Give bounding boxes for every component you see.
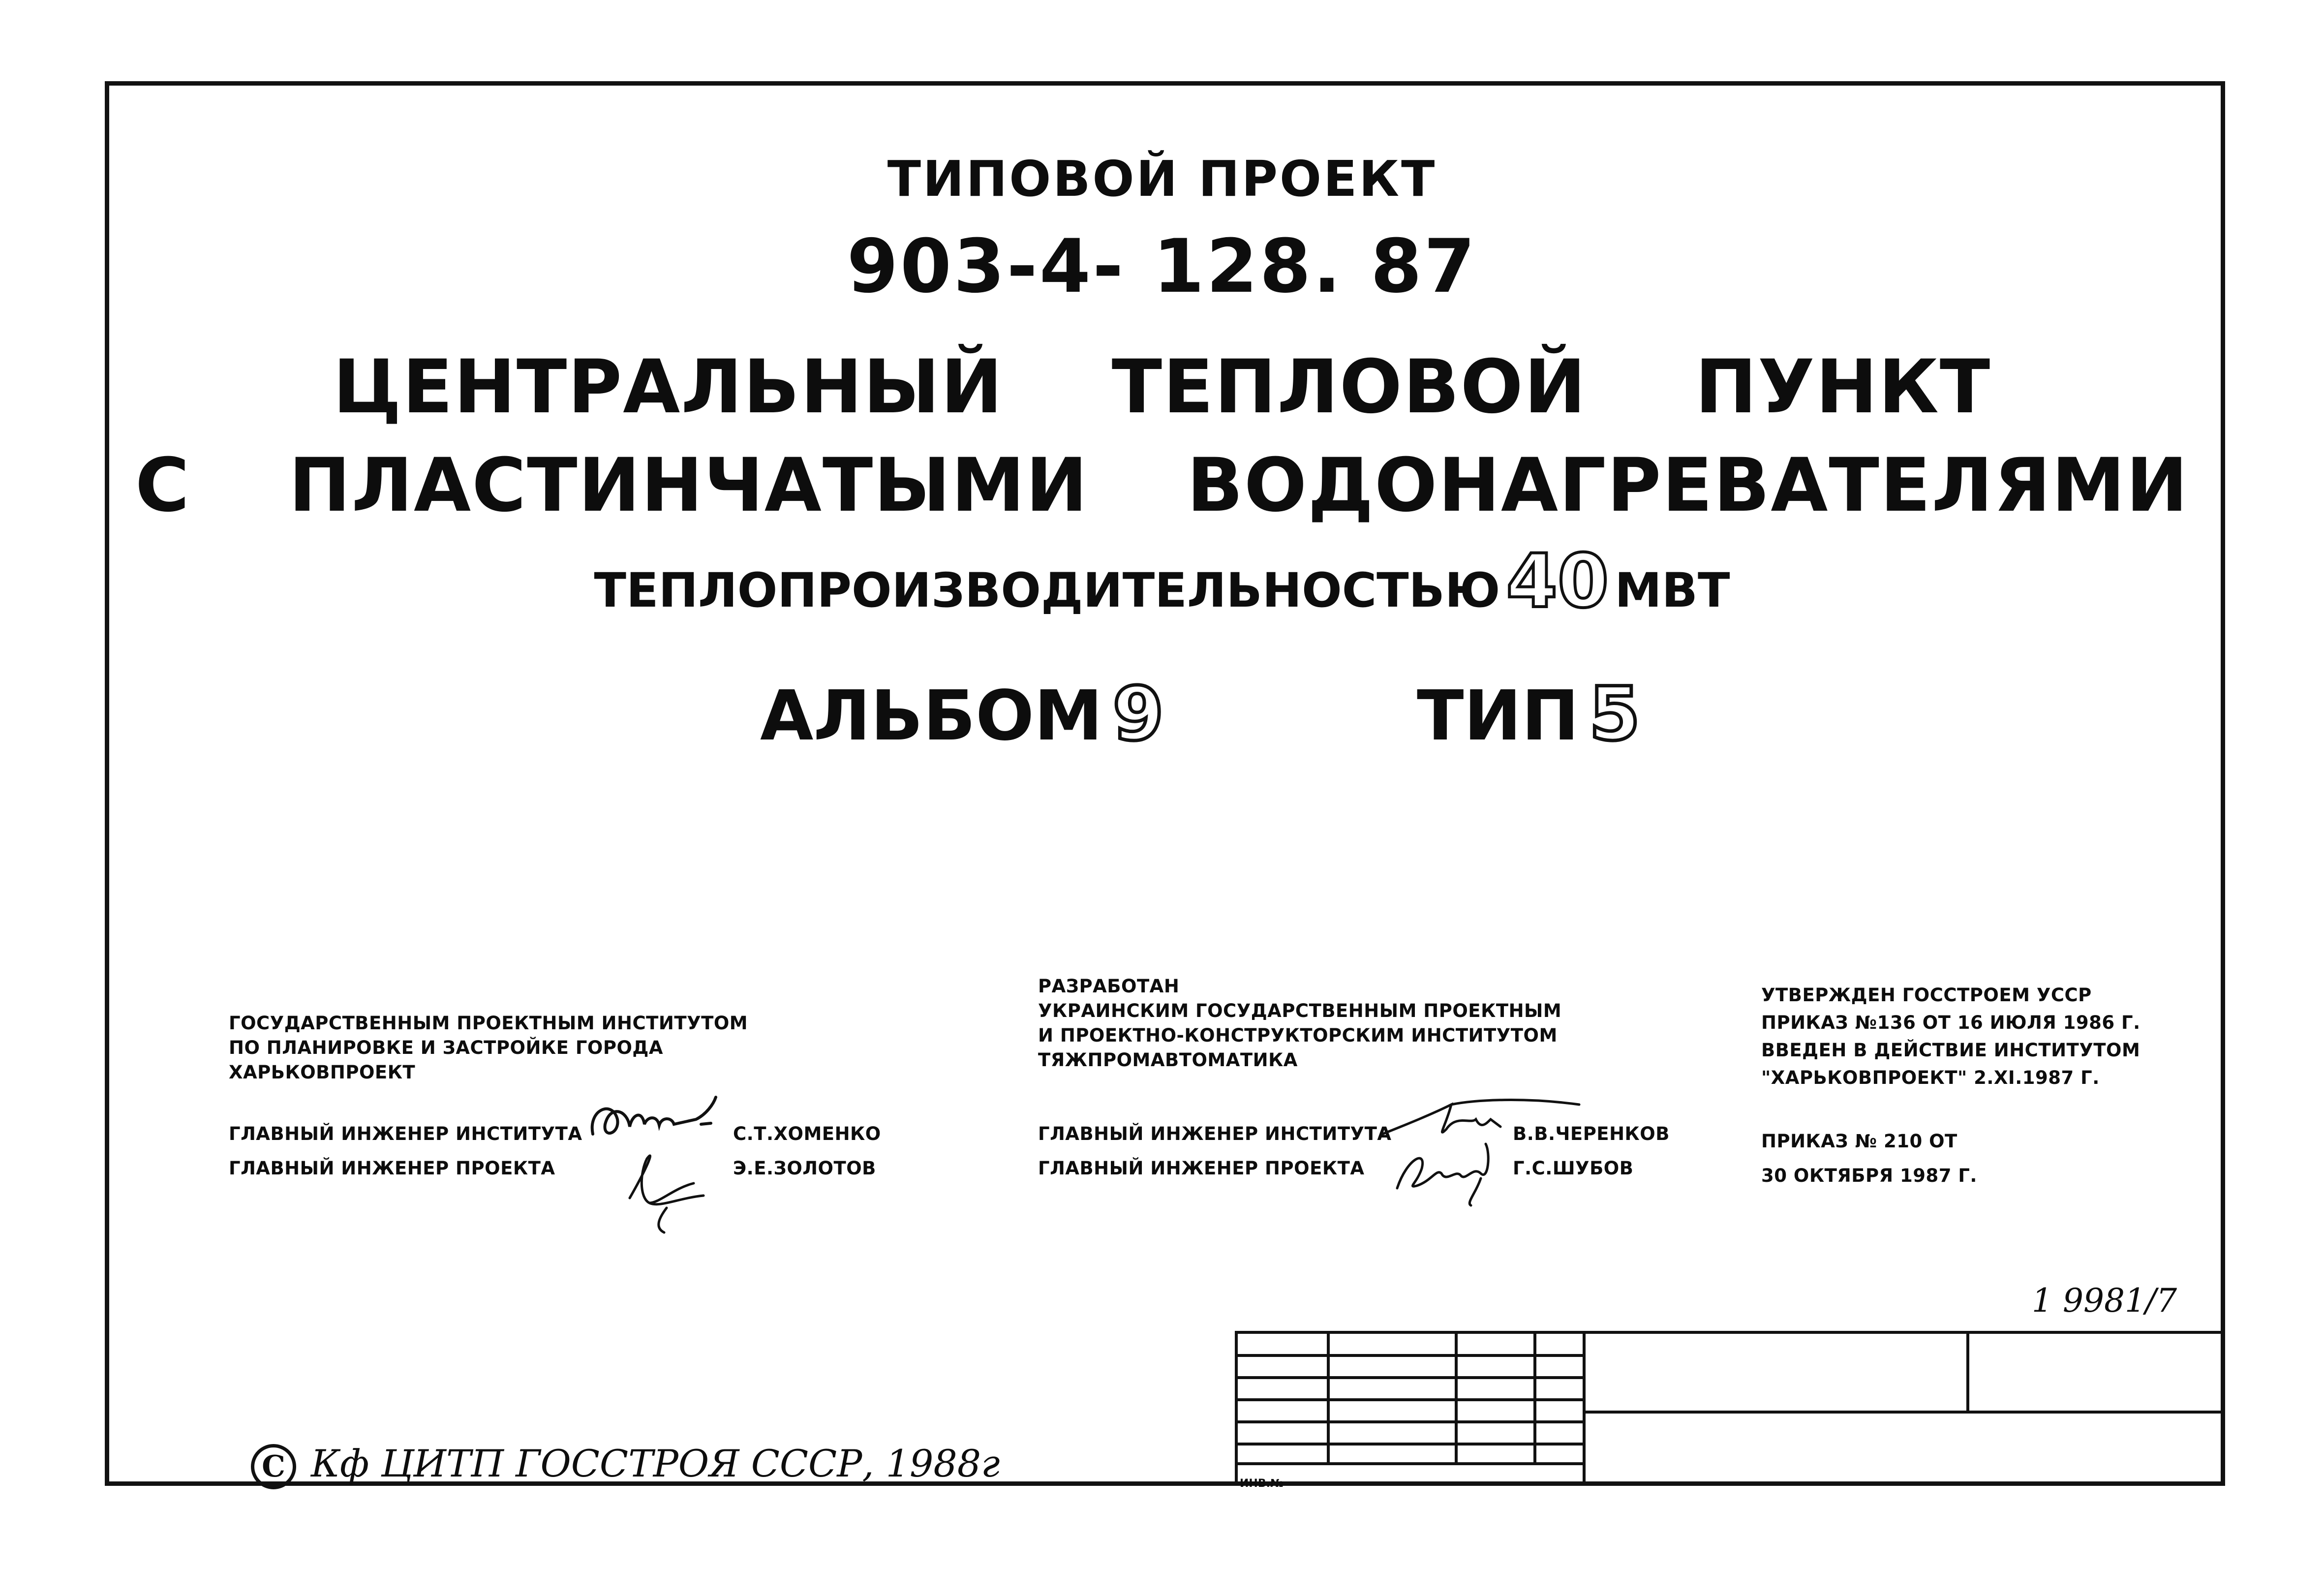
right-order-block: [1761, 1124, 1977, 1193]
album-number: 9: [1112, 672, 1164, 757]
signature-zolotov: [620, 1144, 718, 1237]
project-number: 903-4- 128. 87: [847, 224, 1477, 309]
capacity-prefix: ТЕПЛОПРОИЗВОДИТЕЛЬНОСТЬЮ: [594, 563, 1500, 618]
type: [1417, 672, 1640, 757]
type-number: 5: [1589, 672, 1641, 757]
left-chief-project-label: ГЛАВНЫЙ ИНЖЕНЕР ПРОЕКТА: [229, 1158, 555, 1179]
left-chief-project-name: Э.Е.ЗОЛОТОВ: [733, 1158, 876, 1179]
left-line: ПО ПЛАНИРОВКЕ И ЗАСТРОЙКЕ ГОРОДА: [229, 1037, 664, 1058]
capacity-unit: МВТ: [1615, 563, 1730, 618]
inventory-number-label: ИНВ.№: [1240, 1477, 1284, 1490]
left-institute-block: [229, 1011, 748, 1085]
copyright-text: Кф ЦИТП ГОССТРОЯ СССР, 1988г: [311, 1442, 1000, 1485]
title-word: ТЕПЛОВОЙ: [1111, 344, 1587, 430]
album-label: АЛЬБОМ: [760, 676, 1103, 756]
right-line: "ХАРЬКОВПРОЕКТ" 2.XI.1987 Г.: [1761, 1067, 2100, 1088]
copyright-icon: C: [251, 1444, 296, 1489]
middle-line: ТЯЖПРОМАВТОМАТИКА: [1038, 1049, 1298, 1071]
left-chief-institute-name: С.Т.ХОМЕНКО: [733, 1123, 881, 1144]
middle-chief-institute-name: В.В.ЧЕРЕНКОВ: [1513, 1123, 1670, 1144]
typical-project-label: ТИПОВОЙ ПРОЕКТ: [887, 150, 1437, 208]
right-order-line: ПРИКАЗ № 210 ОТ: [1761, 1131, 1957, 1152]
title-block-stamp: [1235, 1331, 2225, 1486]
middle-line: УКРАИНСКИМ ГОСУДАРСТВЕННЫМ ПРОЕКТНЫМ: [1038, 1000, 1562, 1021]
title-word: С: [135, 443, 190, 528]
title-word: ПЛАСТИНЧАТЫМИ: [288, 443, 1089, 528]
left-chief-institute-label: ГЛАВНЫЙ ИНЖЕНЕР ИНСТИТУТА: [229, 1123, 582, 1144]
left-line: ГОСУДАРСТВЕННЫМ ПРОЕКТНЫМ ИНСТИТУТОМ: [229, 1013, 748, 1034]
copyright: [251, 1442, 1000, 1489]
middle-chief-project-label: ГЛАВНЫЙ ИНЖЕНЕР ПРОЕКТА: [1038, 1158, 1365, 1179]
middle-chief-institute-label: ГЛАВНЫЙ ИНЖЕНЕР ИНСТИТУТА: [1038, 1123, 1392, 1144]
right-line: ПРИКАЗ №136 ОТ 16 ИЮЛЯ 1986 Г.: [1761, 1012, 2141, 1033]
capacity-value: 40: [1506, 539, 1609, 624]
middle-line: РАЗРАБОТАН: [1038, 976, 1180, 997]
middle-chief-project-name: Г.С.ШУБОВ: [1513, 1158, 1634, 1179]
title-line-2: [0, 443, 2324, 528]
middle-institute-block: [1038, 974, 1561, 1073]
title-line-1: [0, 344, 2324, 430]
right-line: УТВЕРЖДЕН ГОССТРОЕМ УССР: [1761, 984, 2092, 1006]
sheet-number: 1 9981/7: [2032, 1282, 2177, 1320]
capacity-line: [0, 539, 2324, 624]
title-word: ПУНКТ: [1695, 344, 1991, 430]
left-line: ХАРЬКОВПРОЕКТ: [229, 1062, 416, 1083]
right-order-line: 30 ОКТЯБРЯ 1987 Г.: [1761, 1165, 1977, 1186]
right-approval-block: [1761, 982, 2141, 1092]
signature-shubov: [1387, 1139, 1505, 1208]
right-line: ВВЕДЕН В ДЕЙСТВИЕ ИНСТИТУТОМ: [1761, 1040, 2141, 1061]
album: [760, 672, 1164, 757]
middle-line: И ПРОЕКТНО-КОНСТРУКТОРСКИМ ИНСТИТУТОМ: [1038, 1025, 1558, 1046]
title-word: ЦЕНТРАЛЬНЫЙ: [333, 344, 1004, 430]
title-word: ВОДОНАГРЕВАТЕЛЯМИ: [1187, 443, 2189, 528]
type-label: ТИП: [1417, 676, 1579, 756]
